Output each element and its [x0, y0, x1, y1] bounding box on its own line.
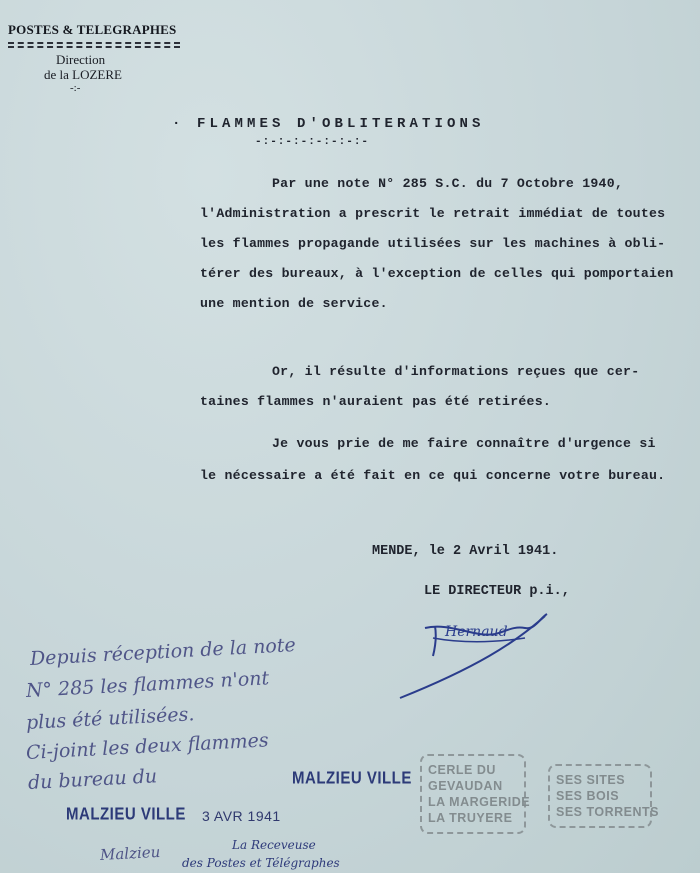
handwritten-line-5: du bureau du	[27, 765, 158, 794]
body-line-7: taines flammes n'auraient pas été retirées.	[200, 394, 552, 409]
town-stamp-2: MALZIEU VILLE	[66, 804, 186, 825]
director-signature	[395, 598, 565, 708]
date-stamp: 3 AVR 1941	[202, 808, 281, 824]
postmark-right-line-1: SES SITES	[556, 773, 626, 787]
body-line-4: térer des bureaux, à l'exception de celles qui pomportaien	[200, 266, 674, 281]
letterhead-rule-2	[8, 46, 180, 48]
postmark-left-line-1: CERLE DU	[428, 763, 496, 777]
handwritten-line-3: plus été utilisées.	[25, 703, 195, 734]
letterhead-region: de la LOZERE	[44, 67, 122, 82]
body-line-6: Or, il résulte d'informations reçues que cer-	[272, 364, 640, 379]
postmark-right-line-2: SES BOIS	[556, 789, 620, 803]
body-line-2: l'Administration a prescrit le retrait immédiat de toutes	[200, 206, 666, 221]
body-line-8: Je vous prie de me faire connaître d'urgence si	[272, 436, 656, 451]
letterhead-separator: -:-	[70, 82, 81, 94]
postmark-right	[548, 764, 660, 828]
body-line-5: une mention de service.	[200, 296, 388, 311]
signature-text: Hernaud	[445, 624, 508, 640]
handwritten-line-2: N° 285 les flammes n'ont	[25, 667, 270, 702]
postmark-left-line-4: LA TRUYERE	[428, 811, 513, 825]
handwritten-line-1: Depuis réception de la note	[29, 634, 297, 670]
postmark-left	[420, 754, 531, 834]
letterhead-rule	[8, 42, 180, 44]
document-title: · FLAMMES D'OBLITERATIONS	[172, 116, 485, 132]
letterhead-office: POSTES & TELEGRAPHES	[8, 22, 177, 37]
body-line-3: les flammes propagande utilisées sur les machines à obli-	[200, 236, 666, 251]
town-stamp-1: MALZIEU VILLE	[292, 768, 412, 789]
letterhead-direction: Direction	[56, 52, 106, 67]
handwritten-line-4: Ci-joint les deux flammes	[25, 729, 270, 764]
title-underline: -:-:-:-:-:-:-:-	[255, 136, 370, 148]
postmark-left-line-2: GEVAUDAN	[428, 779, 503, 793]
body-line-1: Par une note N° 285 S.C. du 7 Octobre 1940,	[272, 176, 624, 191]
body-line-9: le nécessaire a été fait en ce qui concerne votre bureau.	[200, 468, 666, 483]
postmark-left-line-3: LA MARGERIDE	[428, 795, 531, 809]
postmark-right-line-3: SES TORRENTS	[556, 805, 660, 819]
receveuse-line-1: La Receveuse	[232, 838, 316, 852]
receveuse-line-2: des Postes et Télégraphes	[182, 856, 340, 870]
place-date: MENDE, le 2 Avril 1941.	[372, 544, 559, 559]
receveuse-initials: Malzieu	[99, 842, 161, 864]
signatory: LE DIRECTEUR p.i.,	[424, 584, 570, 599]
